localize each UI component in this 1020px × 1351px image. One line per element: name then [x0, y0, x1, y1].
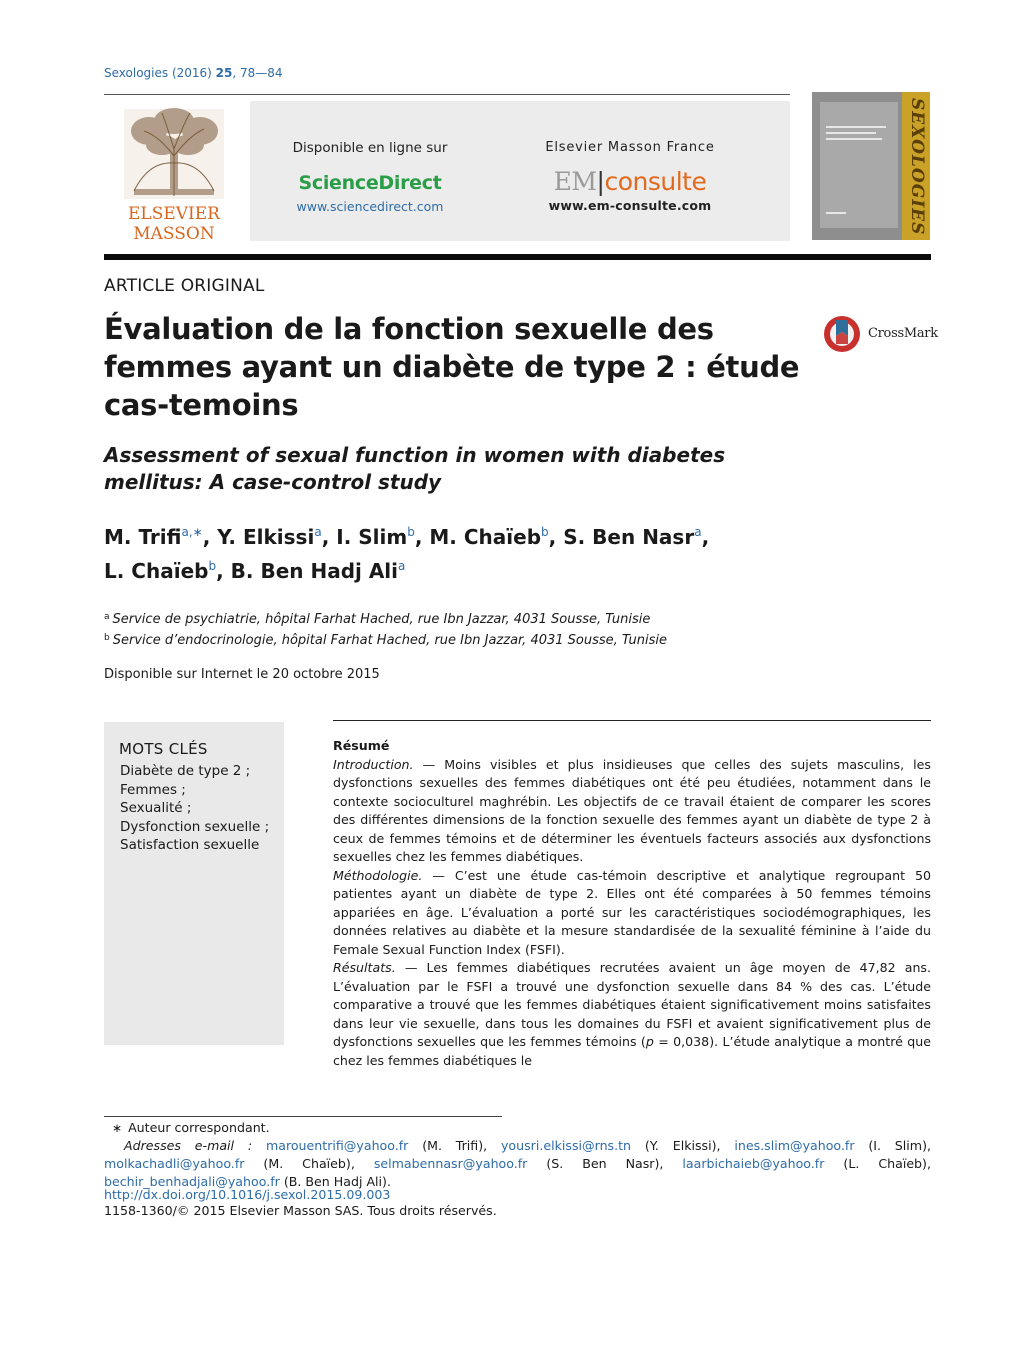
email-owner: (M. Chaïeb): [263, 1156, 351, 1171]
email-link[interactable]: molkachadli@yahoo.fr: [104, 1156, 245, 1171]
author-name: I. Slim: [336, 525, 408, 549]
keywords-box: [104, 722, 284, 1045]
em-logo-consulte: consulte: [604, 167, 707, 196]
keyword-item: Sexualité ;: [120, 800, 192, 816]
section-text: — Les femmes diabétiques recrutées avaient un âge moyen de 47,82 ans. L’évaluation par le FSFI a trouvé une dysfonction sexuelle dans 84 % des cas. L’étude comparative a trouvé que les femmes diabétiques étaient significativement moins satisfaites dans leur vie sexuelle, dans tous les domaines du FSFI et avaient significativement plus de dysfonctions sexuelles que les femmes témoins (: [333, 960, 931, 1049]
footnote: [104, 1119, 931, 1191]
sciencedirect-block: [255, 140, 485, 214]
email-link[interactable]: bechir_benhadjali@yahoo.fr: [104, 1174, 280, 1189]
author-name: L. Chaïeb: [104, 559, 209, 583]
abstract-top-rule: [333, 720, 931, 721]
footnote-rule: [104, 1116, 502, 1117]
section-label: Introduction.: [333, 756, 414, 772]
corresponding-text: Auteur correspondant.: [128, 1120, 270, 1135]
em-logo-em: EM: [553, 167, 597, 196]
journal-volume: 25: [215, 66, 233, 80]
abstract-methodologie: [333, 867, 931, 960]
cover-title: SEXOLOGIES: [907, 98, 927, 236]
author-affil-sup[interactable]: b: [208, 559, 217, 573]
article-type: ARTICLE ORIGINAL: [104, 276, 265, 296]
email-owner: (S. Ben Nasr): [546, 1156, 660, 1171]
em-consulte-block: [520, 140, 740, 213]
email-link[interactable]: yousri.elkissi@rns.tn: [500, 1138, 632, 1153]
banner-top-rule: [104, 94, 790, 95]
author-affil-sup[interactable]: a: [398, 559, 406, 573]
crossmark-label: CrossMark: [868, 326, 938, 341]
authors-line-2: L. Chaïeb$^b$, B. Ben Hadj Ali$^a$: [104, 559, 406, 583]
keyword-item: Dysfonction sexuelle ;: [120, 818, 270, 835]
crossmark-badge[interactable]: [822, 314, 938, 354]
keyword-item: Femmes ;: [120, 781, 186, 798]
asterisk-icon: ∗: [112, 1121, 123, 1135]
crossmark-icon: [822, 314, 864, 354]
p-value-symbol: p: [645, 1034, 654, 1049]
sciencedirect-logo[interactable]: ScienceDirect: [298, 172, 442, 194]
section-label: Méthodologie.: [333, 867, 423, 883]
email-owner: (B. Ben Hadj Ali).: [283, 1174, 391, 1189]
article-title-en: Assessment of sexual function in women with diabetes mellitus: A case-control study: [104, 443, 726, 494]
em-consulte-logo[interactable]: [520, 167, 740, 196]
affiliation-text: Service d’endocrinologie, hôpital Farhat Hached, rue Ibn Jazzar, 4031 Sousse, Tunisie: [112, 633, 668, 648]
header-divider: [104, 254, 931, 260]
author-affil-sup[interactable]: b: [541, 525, 549, 539]
author-affil-sup[interactable]: a,∗: [181, 525, 203, 539]
cover-title-strip: [902, 92, 930, 240]
author-affil-sup[interactable]: a: [694, 525, 702, 539]
em-logo-divider: |: [596, 167, 605, 196]
email-addresses: Adresses e-mail : marouentrifi@yahoo.fr (M. Trifi), yousri.elkissi@rns.tn (Y. Elkissi), ines.slim@yahoo.fr (I. Slim), molkachadli@yahoo.fr (M. Chaïeb), selmabennasr@yahoo.fr (S. Ben Nasr), laarbichaieb@yahoo.fr (L. Chaïeb), bechir_benhadjali@yahoo.fr (B. Ben Hadj Ali).: [104, 1138, 931, 1189]
sd-available-text: Disponible en ligne sur: [292, 140, 448, 156]
author-name: S. Ben Nasr: [563, 525, 695, 549]
affiliation-text: Service de psychiatrie, hôpital Farhat Hached, rue Ibn Jazzar, 4031 Sousse, Tunisie: [112, 612, 651, 627]
affiliations: [104, 608, 667, 650]
email-owner: (M. Trifi): [422, 1138, 484, 1153]
journal-ref-prefix: Sexologies (2016): [104, 66, 216, 80]
author-name: Y. Elkissi: [217, 525, 315, 549]
abstract: [333, 737, 931, 1070]
sciencedirect-link[interactable]: www.sciencedirect.com: [296, 199, 444, 214]
keyword-item: Diabète de type 2 ;: [120, 763, 251, 779]
elsevier-masson-logo: [104, 101, 244, 243]
logo-line-elsevier: ELSEVIER: [128, 204, 220, 224]
author-affil-sup[interactable]: b: [407, 525, 415, 539]
section-label: Résultats.: [333, 960, 396, 975]
article-title-fr: Évaluation de la fonction sexuelle des femmes ayant un diabète de type 2 : étude cas-temoins: [104, 312, 800, 422]
affiliation-sup: b: [104, 633, 110, 643]
section-text: — C’est une étude cas-témoin descriptive et analytique regroupant 50 patientes ayant un diabète de type 2. Elles ont été comparées à 50 femmes témoins appariées en âge. L’évaluation a porté sur les caractéristiques sociodémographiques, les données relatives au diabète et la mesure standardisée de la sexualité féminine à l’aide du Female Sexual Function Index (FSFI).: [333, 867, 931, 957]
affiliation-sup: a: [104, 612, 110, 622]
copyright: 1158-1360/© 2015 Elsevier Masson SAS. Tous droits réservés.: [104, 1203, 497, 1218]
doi-link[interactable]: http://dx.doi.org/10.1016/j.sexol.2015.09.003: [104, 1187, 391, 1202]
cover-illustration: [820, 102, 898, 228]
journal-cover-image: [812, 92, 930, 240]
logo-line-masson: MASSON: [133, 224, 215, 243]
keywords-title: MOTS CLÉS: [119, 740, 208, 758]
abstract-resultats: [333, 959, 931, 1070]
affiliation-item: [104, 608, 667, 629]
email-owner: (Y. Elkissi): [644, 1138, 717, 1153]
em-publisher-title: Elsevier Masson France: [545, 140, 715, 155]
section-text: — Moins visibles et plus insidieuses que celles des sujets masculins, les dysfonctions sexuelles des femmes diabétiques ont été peu étudiées, notamment dans le contexte socioculturel maghrébin. Les objectifs de ce travail étaient de comparer les scores des différentes dimensions de la fonction sexuelle des femmes ayant un diabète de type 2 à ceux de femmes témoins et de déterminer les éventuels facteurs associés aux dysfonctions sexuelles chez les femmes diabétiques.: [333, 756, 931, 864]
journal-reference[interactable]: [104, 66, 283, 80]
email-owner: (I. Slim): [868, 1138, 927, 1153]
authors-line-1: M. Trifi$^{a,∗}$, Y. Elkissi$^a$, I. Slim$^b$, M. Chaïeb$^b$, S. Ben Nasr$^a$,: [104, 525, 710, 549]
elsevier-tree-icon: [104, 101, 244, 243]
email-link[interactable]: ines.slim@yahoo.fr: [734, 1138, 855, 1153]
affiliation-item: [104, 629, 667, 650]
abstract-introduction: [333, 756, 931, 867]
author-affil-sup[interactable]: a: [314, 525, 322, 539]
email-owner: (L. Chaïeb): [843, 1156, 927, 1171]
abstract-heading: Résumé: [333, 738, 390, 753]
keyword-item: Satisfaction sexuelle: [120, 837, 260, 853]
author-name: M. Trifi: [104, 525, 182, 549]
em-consulte-link[interactable]: www.em-consulte.com: [548, 198, 712, 213]
section-text: = 0,038). L’étude analytique a montré que chez les femmes diabétiques le: [333, 1034, 931, 1068]
email-link[interactable]: selmabennasr@yahoo.fr: [373, 1156, 528, 1171]
author-list: [104, 518, 824, 586]
emails-label: Adresses e-mail :: [124, 1138, 253, 1153]
journal-pages: , 78—84: [232, 66, 283, 80]
corresponding-author-note: [104, 1119, 931, 1137]
author-name: M. Chaïeb: [429, 525, 542, 549]
online-date: Disponible sur Internet le 20 octobre 2015: [104, 667, 380, 682]
email-link[interactable]: marouentrifi@yahoo.fr: [265, 1138, 409, 1153]
keywords-list: [119, 762, 284, 855]
author-name: B. Ben Hadj Ali: [230, 559, 399, 583]
email-link[interactable]: laarbichaieb@yahoo.fr: [682, 1156, 825, 1171]
